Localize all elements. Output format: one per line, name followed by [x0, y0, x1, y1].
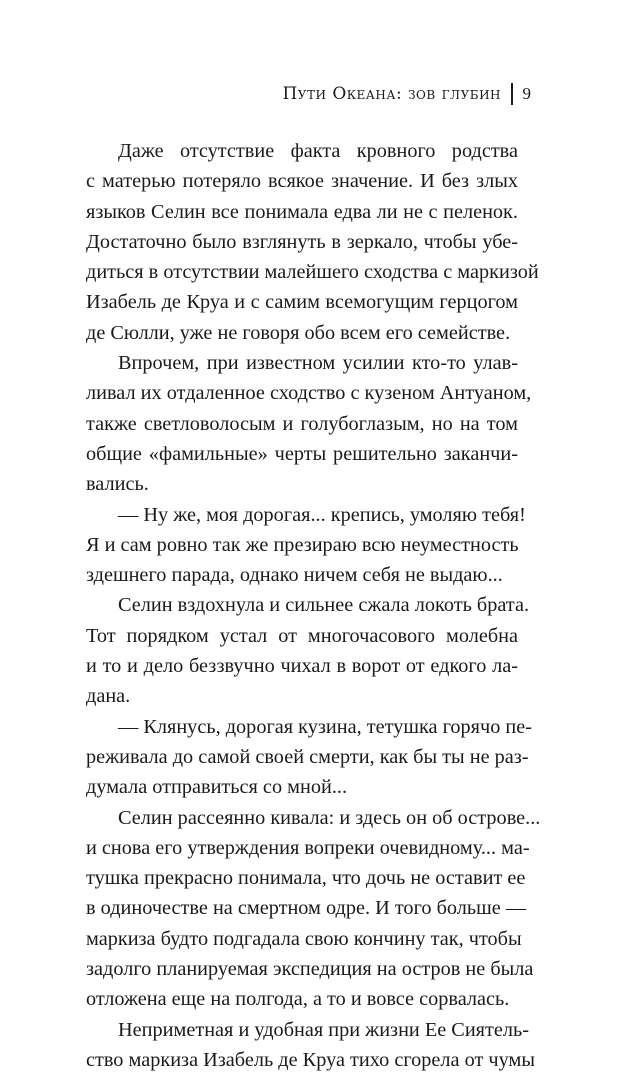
text-line: де Сюлли, уже не говоря обо всем его семействе. — [86, 321, 511, 344]
text-line: здешнего парада, однако ничем себя не выдаю... — [86, 564, 503, 587]
page-number: 9 — [522, 84, 531, 103]
text-line: Я и сам ровно так же презираю всю неуместность — [86, 533, 519, 556]
text-line: ство маркиза Изабель де Круа тихо сгорела от чумы — [86, 1048, 535, 1071]
text-line: думала отправиться со мной... — [86, 776, 348, 799]
text-line: ливал их отдаленное сходство с кузеном Антуаном, — [86, 382, 532, 405]
text-line: реживала до самой своей смерти, как бы ты не раз- — [86, 745, 529, 768]
text-line: Селин рассеянно кивала: и здесь он об острове... — [118, 806, 541, 829]
book-title: Пути Океана: зов глубин — [282, 84, 501, 104]
text-line: — Ну же, моя дорогая... крепись, умоляю тебя! — [118, 503, 526, 526]
text-line: Даже отсутствие факта кровного родства — [118, 140, 518, 162]
text-line: маркиза будто подгадала свою кончину так, чтобы — [86, 927, 522, 950]
text-line: и снова его утверждения вопреки очевидному... ма- — [86, 836, 530, 859]
body-text — [86, 136, 541, 1075]
text-line: Неприметная и удобная при жизни Ее Сиятель- — [118, 1018, 530, 1041]
text-line: в одиночестве на смертном одре. И того больше — — [86, 897, 527, 920]
text-line: тушка прекрасно понимала, что дочь не оставит ее — [86, 867, 526, 890]
header-divider — [511, 83, 513, 105]
text-line: — Клянусь, дорогая кузина, тетушка горячо пе- — [118, 715, 533, 738]
text-line: с матерью потеряло всякое значение. И без злых — [86, 170, 518, 193]
text-line: Достаточно было взглянуть в зеркало, чтобы убе- — [86, 230, 518, 253]
text-line: Изабель де Круа и с самим всемогущим герцогом — [86, 291, 518, 314]
text-line: диться в отсутствии малейшего сходства с маркизой — [86, 261, 539, 284]
running-header — [282, 83, 531, 105]
text-line: Тот порядком устал от многочасового молебна — [86, 624, 518, 647]
text-line: отложена еще на полгода, а то и вовсе сорвалась. — [86, 988, 510, 1011]
text-line: также светловолосым и голубоглазым, но на том — [86, 412, 518, 435]
text-line: вались. — [86, 473, 149, 496]
text-line: Селин вздохнула и сильнее сжала локоть брата. — [118, 594, 530, 617]
text-line: задолго планируемая экспедиция на остров не была — [86, 958, 534, 981]
text-line: Впрочем, при известном усилии кто-то улав- — [118, 352, 518, 375]
text-line: и то и дело беззвучно чихал в ворот от едкого ла- — [86, 655, 518, 678]
text-line: языков Селин все понимала едва ли не с пеленок. — [86, 200, 518, 223]
text-line: общие «фамильные» черты решительно заканчи- — [86, 442, 518, 465]
text-line: дана. — [86, 685, 131, 708]
